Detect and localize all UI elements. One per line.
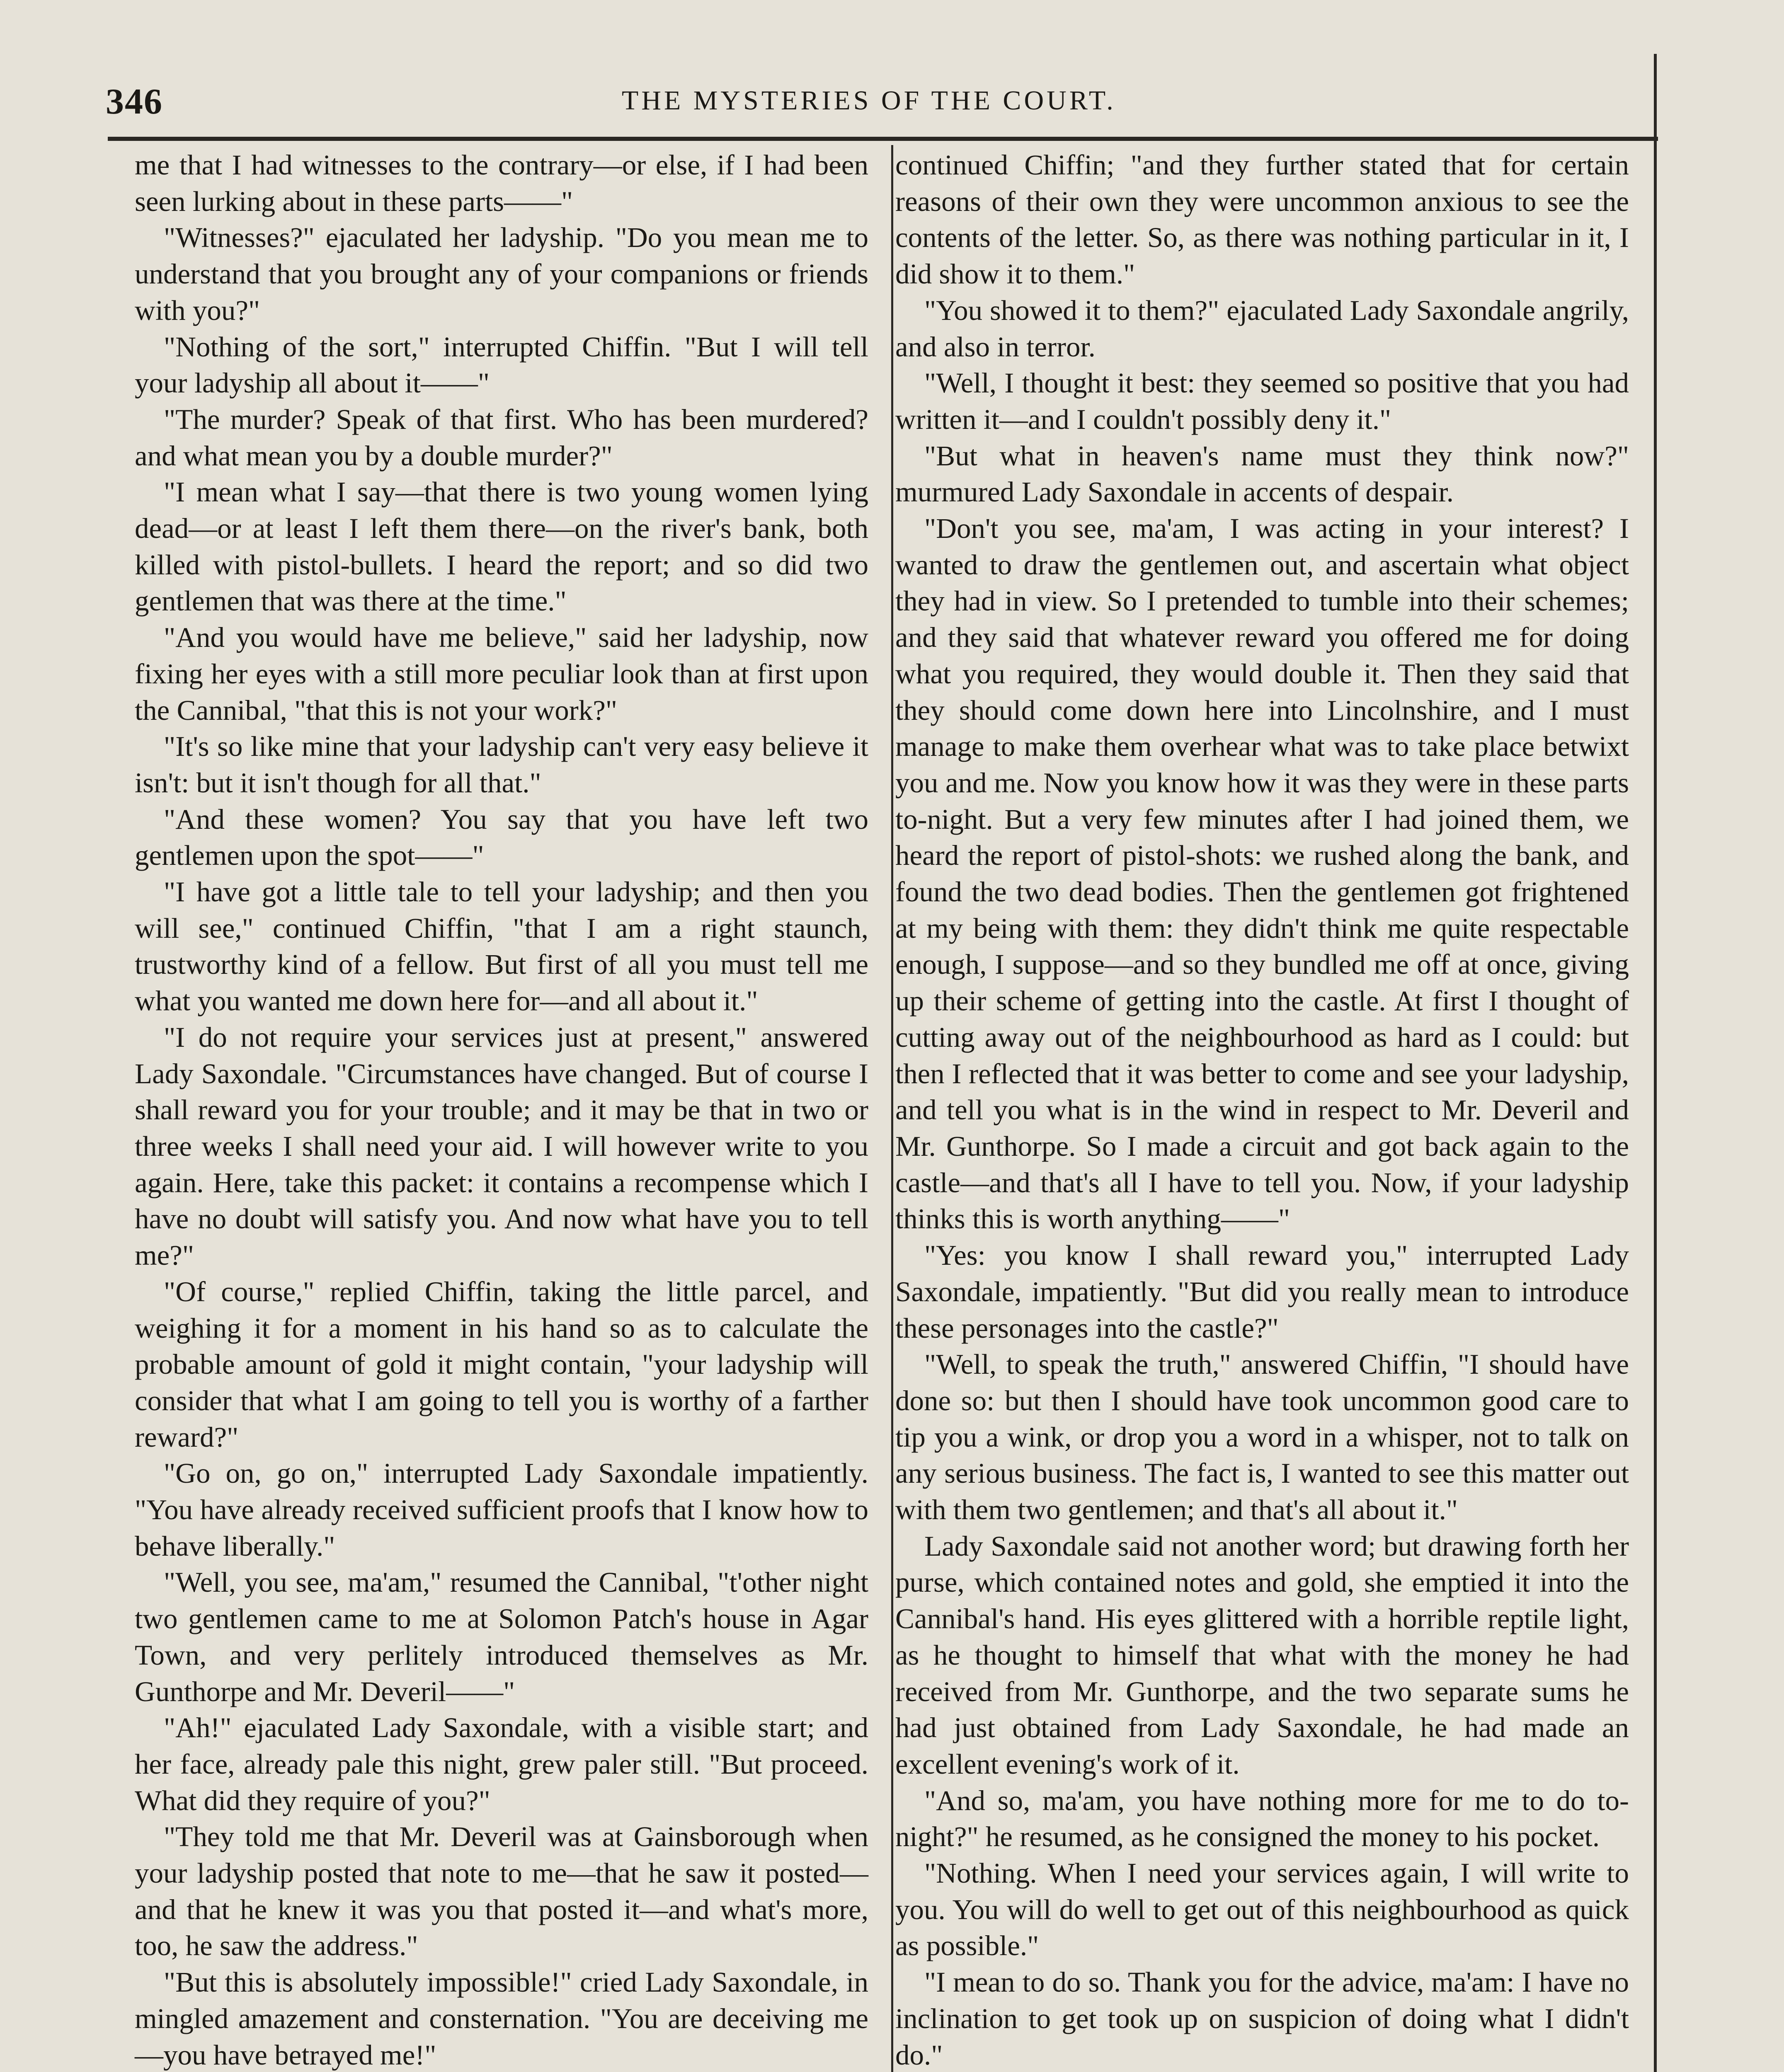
right-column [895,147,1629,2072]
paragraph: "I mean to do so. Thank you for the advice, ma'am: I have no inclination to get took up on suspicion of doing what I didn't do." [895,1966,1629,2071]
paragraph: "Well, to speak the truth," answered Chiffin, "I should have done so: but then I should have took uncommon good care to tip you a wink, or drop you a word in a whisper, not to talk on any serious business. The fact is, I wanted to see this matter out with them two gentlemen; and that's all about it." [895,1348,1629,1526]
paragraph: "I do not require your services just at present," answered Lady Saxondale. "Circumstances have changed. But of course I shall reward you for your trouble; and it may be that in two or three weeks I shall need your aid. I will however write to you again. Here, take this packet: it contains a recompense which I have no doubt will satisfy you. And now what have you to tell me?" [135,1021,868,1271]
paragraph: "Go on, go on," interrupted Lady Saxondale impatiently. "You have already received sufficient proofs that I know how to behave liberally." [135,1457,868,1562]
paragraph: "And so, ma'am, you have nothing more for me to do to-night?" he resumed, as he consigned the money to his pocket. [895,1784,1629,1853]
column-divider [891,145,893,2072]
paragraph: "Nothing. When I need your services again, I will write to you. You will do well to get out of this neighbourhood as quick as possible." [895,1857,1629,1962]
paragraph: me that I had witnesses to the contrary—or else, if I had been seen lurking about in these parts——" [135,149,868,217]
paragraph: "The murder? Speak of that first. Who has been murdered? and what mean you by a double murder?" [135,403,868,472]
paragraph: "Well, I thought it best: they seemed so positive that you had written it—and I couldn't possibly deny it." [895,367,1629,435]
paragraph: "But what in heaven's name must they think now?" murmured Lady Saxondale in accents of despair. [895,440,1629,508]
paragraph: "You showed it to them?" ejaculated Lady Saxondale angrily, and also in terror. [895,294,1629,363]
paragraph: "Don't you see, ma'am, I was acting in your interest? I wanted to draw the gentlemen out, and ascertain what object they had in view. So I pretended to tumble into their schemes; and they said that whatever reward you offered me for doing what you required, they would double it. Then they said that they should come down here into Lincolnshire, and I must manage to make them overhear what was to take place betwixt you and me. Now you know how it was they were in these parts to-night. But a very few minutes after I had joined them, we heard the report of pistol-shots: we rushed along the bank, and found the two dead bodies. Then the gentlemen got frightened at my being with them: they didn't think me quite respectable enough, I suppose—and so they bundled me off at once, giving up their scheme of getting into the castle. At first I thought of cutting away out of the neighbourhood as hard as I could: but then I reflected that it was better to come and see your ladyship, and tell you what is in the wind in respect to Mr. Deveril and Mr. Gunthorpe. So I made a circuit and got back again to the castle—and that's all I have to tell you. Now, if your ladyship thinks this is worth anything——" [895,513,1629,1235]
paragraph: "Of course," replied Chiffin, taking the little parcel, and weighing it for a moment in his hand so as to calculate the probable amount of gold it might contain, "your ladyship will consider that what I am going to tell you is worthy of a farther reward?" [135,1276,868,1453]
header-rule [108,137,1658,141]
right-border [1654,54,1657,2072]
paragraph: "They told me that Mr. Deveril was at Gainsborough when your ladyship posted that note to me—that he saw it posted—and that he knew it was you that posted it—and what's more, too, he saw the address." [135,1821,868,1962]
paragraph: "Ah!" ejaculated Lady Saxondale, with a visible start; and her face, already pale this night, grew paler still. "But proceed. What did they require of you?" [135,1712,868,1816]
paragraph: continued Chiffin; "and they further stated that for certain reasons of their own they were uncommon anxious to see the contents of the letter. So, as there was nothing particular in it, I did show it to them." [895,149,1629,290]
paragraph: "It's so like mine that your ladyship can't very easy believe it isn't: but it isn't though for all that." [135,731,868,799]
paragraph: "Well, you see, ma'am," resumed the Cannibal, "t'other night two gentlemen came to me at Solomon Patch's house in Agar Town, and very perlitely introduced themselves as Mr. Gunthorpe and Mr. Deveril——" [135,1566,868,1707]
page-number: 346 [106,82,163,122]
paragraph: "I have got a little tale to tell your ladyship; and then you will see," continued Chiffin, "that I am a right staunch, trustworthy kind of a fellow. But first of all you must tell me what you wanted me down here for—and all about it." [135,876,868,1017]
paragraph: "Yes: you know I shall reward you," interrupted Lady Saxondale, impatiently. "But did you really mean to introduce these personages into the castle?" [895,1239,1629,1344]
paragraph: "Nothing of the sort," interrupted Chiffin. "But I will tell your ladyship all about it——" [135,331,868,399]
paragraph: "And you would have me believe," said her ladyship, now fixing her eyes with a still more peculiar look than at first upon the Cannibal, "that this is not your work?" [135,622,868,726]
paragraph: Lady Saxondale said not another word; but drawing forth her purse, which contained notes and gold, she emptied it into the Cannibal's hand. His eyes glittered with a horrible reptile light, as he thought to himself that what with the money he had received from Mr. Gunthorpe, and the two separate sums he had just obtained from Lady Saxondale, he had made an excellent evening's work of it. [895,1530,1629,1780]
paragraph: "But this is absolutely impossible!" cried Lady Saxondale, in mingled amazement and consternation. "You are deceiving me—you have betrayed me!" [135,1966,868,2071]
running-title: THE MYSTERIES OF THE COURT. [622,85,1116,116]
left-column [135,147,868,2072]
paragraph: "Witnesses?" ejaculated her ladyship. "Do you mean me to understand that you brought any of your companions or friends with you?" [135,222,868,326]
paragraph: "And these women? You say that you have left two gentlemen upon the spot——" [135,803,868,871]
paragraph: "I mean what I say—that there is two young women lying dead—or at least I left them there—on the river's bank, both killed with pistol-bullets. I heard the report; and so did two gentlemen that was there at the time." [135,476,868,617]
